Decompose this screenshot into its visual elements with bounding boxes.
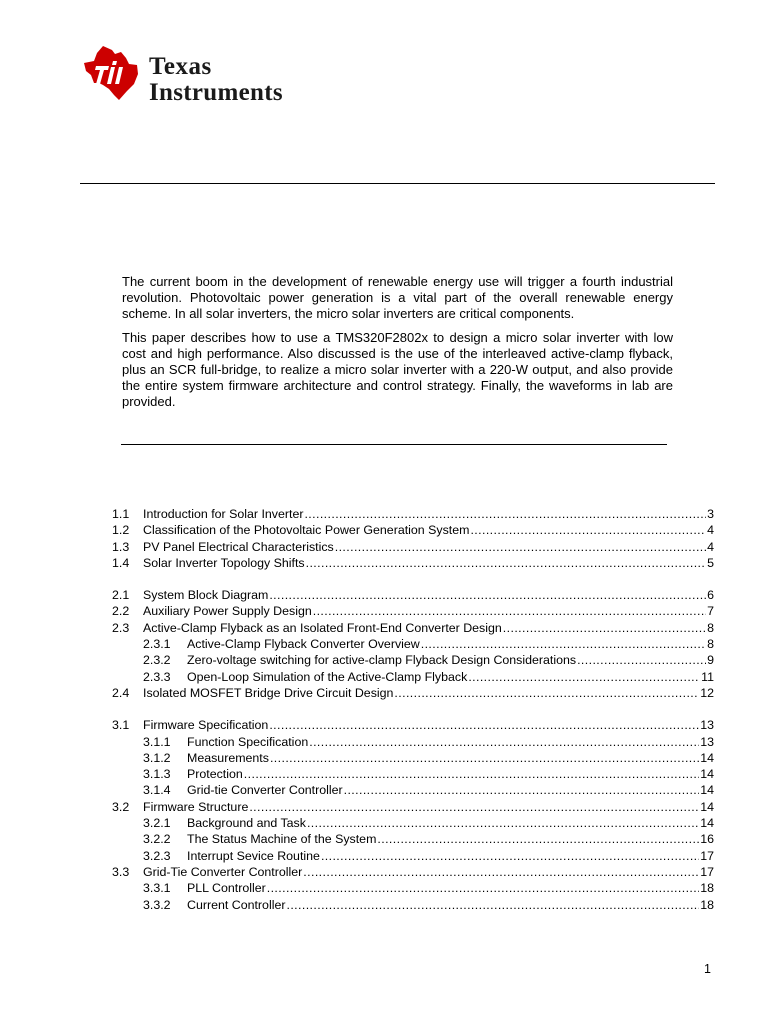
toc-leader-dots xyxy=(344,782,700,798)
toc-entry-page: 9 xyxy=(707,653,714,668)
toc-leader-dots xyxy=(270,750,699,766)
toc-entry[interactable] xyxy=(112,636,714,652)
toc-entry[interactable] xyxy=(112,587,714,603)
toc-entry-title: Background and Task xyxy=(187,816,306,831)
toc-entry-number: 1.3 xyxy=(112,539,130,554)
toc-entry-title: Current Controller xyxy=(187,897,286,912)
toc-entry-title: Open-Loop Simulation of the Active-Clamp Flyback xyxy=(187,669,468,684)
toc-entry-number: 2.3 xyxy=(112,620,130,635)
toc-entry[interactable] xyxy=(112,880,714,896)
toc-entry-page: 11 xyxy=(701,669,714,684)
toc-entry-page: 6 xyxy=(707,588,714,603)
toc-entry-title: System Block Diagram xyxy=(143,588,269,603)
toc-leader-dots xyxy=(470,522,706,538)
toc-leader-dots xyxy=(468,669,700,685)
logo-text-line2: Instruments xyxy=(149,79,283,106)
ti-logo-icon xyxy=(82,44,140,102)
toc-entry[interactable] xyxy=(112,734,714,750)
toc-entry-number: 2.3.2 xyxy=(143,653,171,668)
toc-entry[interactable] xyxy=(112,669,714,685)
toc-entry-title: PLL Controller xyxy=(187,881,266,896)
toc-entry-number: 1.2 xyxy=(112,523,130,538)
toc-entry-number: 1.4 xyxy=(112,555,130,570)
toc-leader-dots xyxy=(306,555,706,571)
toc-entry-number: 3.3.2 xyxy=(143,897,171,912)
toc-leader-dots xyxy=(269,587,706,603)
toc-entry-page: 14 xyxy=(700,816,714,831)
toc-leader-dots xyxy=(286,897,699,913)
toc-entry-title: Grid-tie Converter Controller xyxy=(187,783,343,798)
toc-entry-page: 13 xyxy=(700,734,714,749)
toc-entry-title: Firmware Specification xyxy=(143,718,269,733)
toc-entry[interactable] xyxy=(112,539,714,555)
toc-entry-title: Function Specification xyxy=(187,734,309,749)
toc-entry[interactable] xyxy=(112,522,714,538)
toc-entry-title: Zero-voltage switching for active-clamp Flyback Design Considerations xyxy=(187,653,577,668)
toc-leader-dots xyxy=(309,734,699,750)
toc-leader-dots xyxy=(244,766,699,782)
toc-leader-dots xyxy=(321,848,699,864)
toc-entry-page: 12 xyxy=(700,685,714,700)
ti-logo xyxy=(82,44,327,106)
toc-entry-number: 3.1.3 xyxy=(143,767,171,782)
toc-entry-page: 5 xyxy=(707,555,714,570)
abstract-paragraph: This paper describes how to use a TMS320F2802x to design a micro solar inverter with low cost and high performance. Also discussed is the use of the interleaved active-clamp flyback, plus an SCR full-bridge, to realize a micro solar inverter with a 220-W output, and also provide the entire system firmware architecture and control strategy. Finally, the waveforms in lab are provided. xyxy=(122,329,673,410)
toc-entry-title: Protection xyxy=(187,767,243,782)
toc-entry-page: 7 xyxy=(707,604,714,619)
toc-entry-number: 3.2.3 xyxy=(143,848,171,863)
toc-entry-page: 14 xyxy=(700,783,714,798)
toc-entry-number: 3.2.2 xyxy=(143,832,171,847)
toc-entry-title: Interrupt Sevice Routine xyxy=(187,848,320,863)
toc-leader-dots xyxy=(303,864,699,880)
toc-entry-page: 4 xyxy=(707,523,714,538)
toc-entry[interactable] xyxy=(112,815,714,831)
toc-entry-title: Solar Inverter Topology Shifts xyxy=(143,555,305,570)
toc-entry[interactable] xyxy=(112,848,714,864)
toc-entry-title: Grid-Tie Converter Controller xyxy=(143,864,303,879)
toc-leader-dots xyxy=(394,685,699,701)
toc-leader-dots xyxy=(304,506,706,522)
toc-entry[interactable] xyxy=(112,766,714,782)
toc-entry-title: Auxiliary Power Supply Design xyxy=(143,604,312,619)
toc-entry-page: 13 xyxy=(700,718,714,733)
toc-entry-page: 17 xyxy=(700,864,714,879)
toc-entry[interactable] xyxy=(112,717,714,733)
toc-entry-page: 8 xyxy=(707,620,714,635)
toc-entry[interactable] xyxy=(112,799,714,815)
toc-entry[interactable] xyxy=(112,603,714,619)
toc-entry-page: 14 xyxy=(700,799,714,814)
toc-entry-number: 3.2 xyxy=(112,799,130,814)
toc-entry[interactable] xyxy=(112,652,714,668)
toc-leader-dots xyxy=(335,539,706,555)
toc-entry-page: 14 xyxy=(700,767,714,782)
toc-leader-dots xyxy=(267,880,699,896)
toc-entry-number: 2.4 xyxy=(112,685,130,700)
toc-entry-title: Introduction for Solar Inverter xyxy=(143,507,304,521)
toc-entry-number: 2.2 xyxy=(112,604,130,619)
toc-entry-page: 18 xyxy=(700,881,714,896)
toc-leader-dots xyxy=(503,620,706,636)
toc-leader-dots xyxy=(421,636,706,652)
toc-entry[interactable] xyxy=(112,897,714,913)
toc-entry-title: The Status Machine of the System xyxy=(187,832,377,847)
toc-entry-page: 17 xyxy=(700,848,714,863)
toc-entry-title: Active-Clamp Flyback as an Isolated Front-End Converter Design xyxy=(143,620,502,635)
table-of-contents xyxy=(112,506,714,913)
toc-leader-dots xyxy=(269,717,699,733)
toc-entry-page: 3 xyxy=(707,507,714,521)
toc-entry-title: Measurements xyxy=(187,750,269,765)
toc-entry[interactable] xyxy=(112,506,714,522)
toc-entry-page: 18 xyxy=(700,897,714,912)
toc-entry[interactable] xyxy=(112,831,714,847)
toc-entry[interactable] xyxy=(112,864,714,880)
toc-entry-number: 3.3.1 xyxy=(143,881,171,896)
toc-entry-number: 1.1 xyxy=(112,507,130,521)
toc-entry[interactable] xyxy=(112,620,714,636)
toc-entry-page: 4 xyxy=(707,539,714,554)
toc-entry-number: 3.1.2 xyxy=(143,750,171,765)
toc-entry[interactable] xyxy=(112,555,714,571)
abstract xyxy=(122,274,673,418)
toc-entry-number: 3.1.1 xyxy=(143,734,171,749)
toc-entry[interactable] xyxy=(112,750,714,766)
page-number: 1 xyxy=(704,962,711,976)
toc-leader-dots xyxy=(313,603,706,619)
toc-entry-number: 2.1 xyxy=(112,588,130,603)
toc-entry-title: Firmware Structure xyxy=(143,799,249,814)
header-rule xyxy=(80,183,715,184)
logo-text-line1: Texas xyxy=(149,53,212,80)
toc-leader-dots xyxy=(307,815,699,831)
toc-entry-title: Classification of the Photovoltaic Power Generation System xyxy=(143,523,470,538)
abstract-rule xyxy=(121,444,667,445)
toc-entry-number: 3.1.4 xyxy=(143,783,171,798)
toc-leader-dots xyxy=(377,831,699,847)
toc-entry-number: 2.3.3 xyxy=(143,669,171,684)
toc-entry-title: PV Panel Electrical Characteristics xyxy=(143,539,334,554)
toc-entry[interactable] xyxy=(112,685,714,701)
toc-entry-page: 14 xyxy=(700,750,714,765)
toc-entry-number: 3.1 xyxy=(112,718,130,733)
toc-entry-number: 3.2.1 xyxy=(143,816,171,831)
toc-entry-title: Active-Clamp Flyback Converter Overview xyxy=(187,637,420,652)
toc-entry-number: 3.3 xyxy=(112,864,130,879)
toc-leader-dots xyxy=(577,652,706,668)
toc-entry-number: 2.3.1 xyxy=(143,637,171,652)
toc-leader-dots xyxy=(249,799,699,815)
abstract-paragraph: The current boom in the development of renewable energy use will trigger a fourth industrial revolution. Photovoltaic power generation is a vital part of the overall renewable energy scheme. In all solar inverters, the micro solar inverters are critical components. xyxy=(122,274,673,322)
toc-entry-title: Isolated MOSFET Bridge Drive Circuit Design xyxy=(143,685,394,700)
toc-entry[interactable] xyxy=(112,782,714,798)
toc-entry-page: 8 xyxy=(707,637,714,652)
toc-entry-page: 16 xyxy=(700,832,714,847)
